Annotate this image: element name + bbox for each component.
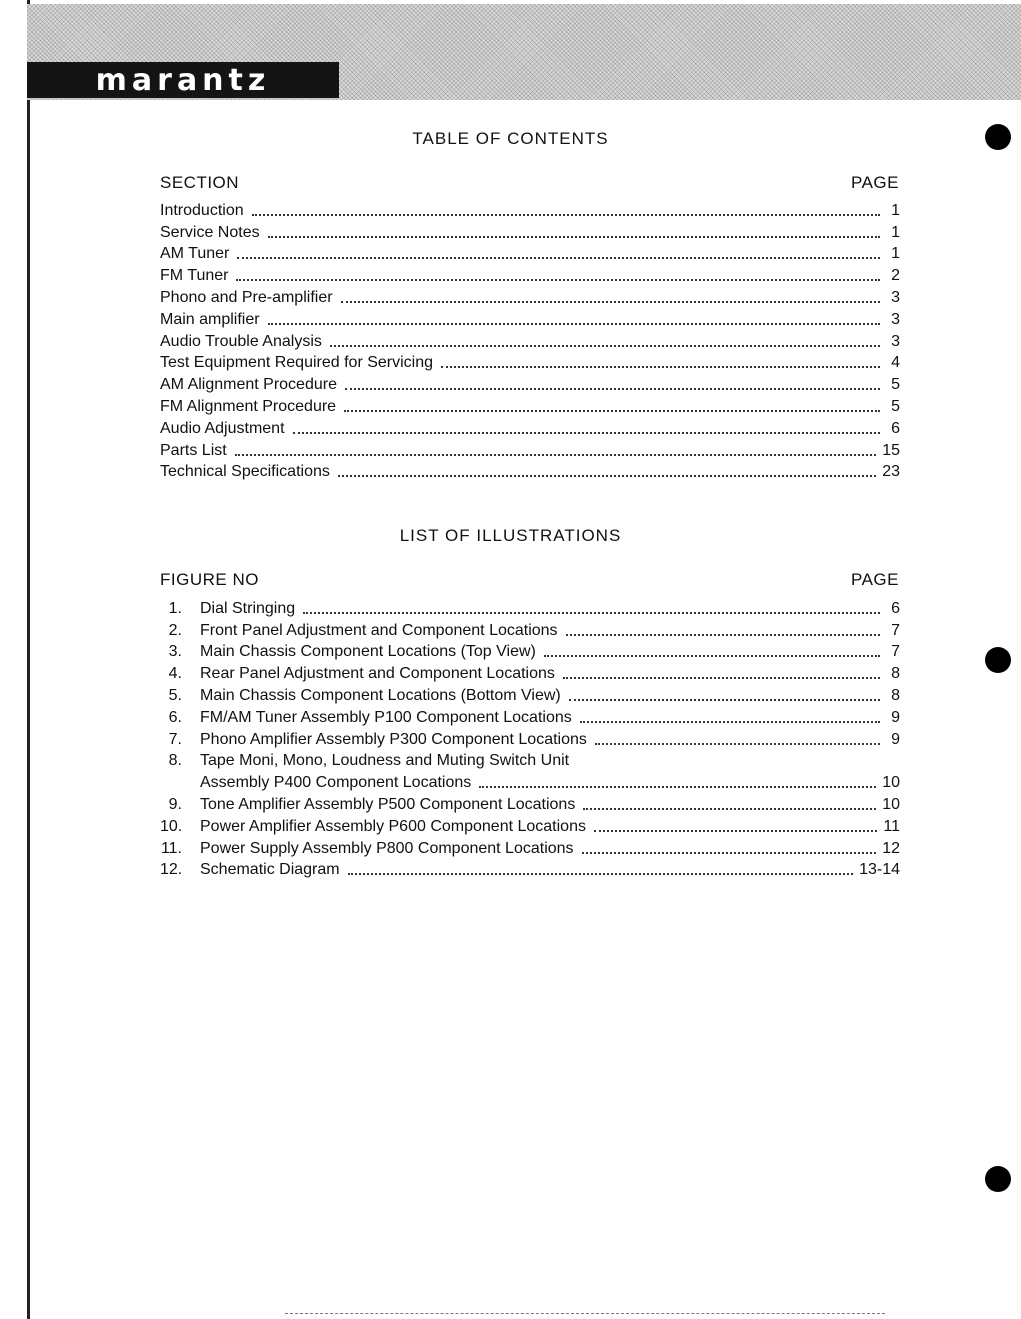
dot-leader [580,709,880,723]
dot-leader [441,354,880,368]
toc-entry-label: AM Tuner [160,245,230,263]
toc-list [160,198,900,481]
figure-page: 9 [891,708,900,726]
figure-entry[interactable] [160,596,900,618]
toc-entry-page: 6 [891,419,900,437]
figure-page: 8 [891,686,900,704]
figure-page: 13-14 [859,861,900,879]
figure-number: 4. [168,665,182,683]
marantz-logo: marantz [27,62,339,98]
illustrations-page-header: PAGE [851,570,899,589]
figure-number: 10. [160,817,183,835]
toc-entry-page: 5 [891,397,900,415]
bottom-rule [285,1313,885,1314]
dot-leader [583,796,876,810]
toc-entry-page: 1 [891,245,900,263]
figure-number: 9. [168,795,182,813]
toc-entry[interactable] [160,329,900,351]
figure-label-continued: Assembly P400 Component Locations [200,774,472,792]
figure-entry[interactable] [160,618,900,640]
toc-entry[interactable] [160,351,900,373]
toc-page-header: PAGE [851,173,899,192]
dot-leader [341,289,880,303]
dot-leader [563,665,880,679]
dot-leader [235,442,877,456]
figure-label: Front Panel Adjustment and Component Locations [200,621,558,639]
figure-number: 8. [168,752,182,770]
toc-entry-page: 15 [882,441,900,459]
figure-entry[interactable] [160,814,900,836]
toc-entry-label: Technical Specifications [160,463,330,481]
toc-entry-page: 5 [891,376,900,394]
dot-leader [293,420,880,434]
figure-entry[interactable] [160,749,900,771]
illustrations-title: LIST OF ILLUSTRATIONS [399,526,622,545]
toc-entry[interactable] [160,438,900,460]
dot-leader [544,643,880,657]
toc-entry-label: Introduction [160,201,244,219]
dot-leader [569,687,880,701]
figure-label: Phono Amplifier Assembly P300 Component Locations [200,730,587,748]
dot-leader [268,224,880,238]
dot-leader [344,398,880,412]
dot-leader [268,311,880,325]
figure-entry[interactable] [160,683,900,705]
dot-leader [594,818,877,832]
toc-entry-page: 2 [891,267,900,285]
toc-entry[interactable] [160,198,900,220]
page-left-edge [0,0,30,1319]
figure-page: 7 [891,643,900,661]
figure-entry[interactable] [160,705,900,727]
toc-entry-label: Parts List [160,441,227,459]
dot-leader [338,463,876,477]
toc-entry-page: 23 [882,463,900,481]
figure-label: Power Amplifier Assembly P600 Component Locations [200,817,586,835]
figure-label: Schematic Diagram [200,861,340,879]
toc-entry-label: Phono and Pre-amplifier [160,288,333,306]
toc-entry[interactable] [160,220,900,242]
figure-number: 1. [168,599,182,617]
figure-page: 9 [891,730,900,748]
dot-leader [582,840,877,854]
figure-label: Main Chassis Component Locations (Top View) [200,643,536,661]
dot-leader [566,622,880,636]
illustrations-list [160,596,900,879]
figure-number-header: FIGURE NO [160,570,259,589]
punch-hole-bottom [985,1166,1011,1192]
figure-entry[interactable] [160,640,900,662]
toc-entry-page: 3 [891,332,900,350]
punch-hole-middle [985,647,1011,673]
toc-entry[interactable] [160,394,900,416]
figure-label: Main Chassis Component Locations (Bottom View) [200,686,561,704]
toc-entry-page: 3 [891,310,900,328]
figure-page: 6 [891,599,900,617]
dot-leader [348,861,853,875]
figure-number: 7. [168,730,182,748]
toc-entry[interactable] [160,460,900,482]
toc-entry-label: FM Alignment Procedure [160,397,337,415]
toc-section-header: SECTION [160,173,240,192]
figure-entry[interactable] [160,792,900,814]
toc-entry[interactable] [160,263,900,285]
figure-number: 3. [168,643,182,661]
figure-label: Dial Stringing [200,599,296,617]
figure-entry[interactable] [160,858,900,880]
toc-entry-label: AM Alignment Procedure [160,376,337,394]
toc-entry[interactable] [160,307,900,329]
dot-leader [237,245,880,259]
figure-page: 7 [891,621,900,639]
figure-page: 12 [882,839,900,857]
toc-entry-page: 1 [891,223,900,241]
toc-entry[interactable] [160,372,900,394]
toc-entry-label: Test Equipment Required for Servicing [160,354,434,372]
figure-number: 11. [160,839,182,857]
figure-label: Rear Panel Adjustment and Component Locations [200,665,555,683]
toc-entry-label: FM Tuner [160,267,229,285]
dot-leader [236,267,880,281]
figure-label: FM/AM Tuner Assembly P100 Component Locations [200,708,572,726]
figure-entry-continued[interactable] [160,770,900,792]
figure-number: 5. [168,686,182,704]
figure-label: Tone Amplifier Assembly P500 Component Locations [200,795,576,813]
dot-leader [252,202,880,216]
toc-entry-label: Main amplifier [160,310,260,328]
dot-leader [345,376,880,390]
toc-entry[interactable] [160,285,900,307]
figure-number: 12. [160,861,183,879]
figure-entry[interactable] [160,727,900,749]
toc-entry-label: Audio Adjustment [160,419,285,437]
toc-entry-page: 4 [891,354,900,372]
figure-entry[interactable] [160,836,900,858]
figure-page: 10 [882,774,900,792]
figure-page: 8 [891,665,900,683]
toc-title: TABLE OF CONTENTS [412,129,609,148]
toc-entry-page: 1 [891,201,900,219]
dot-leader [595,731,880,745]
toc-entry-label: Service Notes [160,223,260,241]
figure-page: 11 [883,817,900,835]
figure-page: 10 [882,795,900,813]
dot-leader [479,774,876,788]
figure-label: Power Supply Assembly P800 Component Locations [200,839,574,857]
toc-entry-page: 3 [891,288,900,306]
toc-entry[interactable] [160,242,900,264]
toc-entry[interactable] [160,416,900,438]
dot-leader [330,333,880,347]
figure-label: Tape Moni, Mono, Loudness and Muting Switch Unit [200,752,570,770]
figure-number: 2. [168,621,182,639]
toc-entry-label: Audio Trouble Analysis [160,332,322,350]
figure-number: 6. [168,708,182,726]
dot-leader [303,600,880,614]
figure-entry[interactable] [160,661,900,683]
